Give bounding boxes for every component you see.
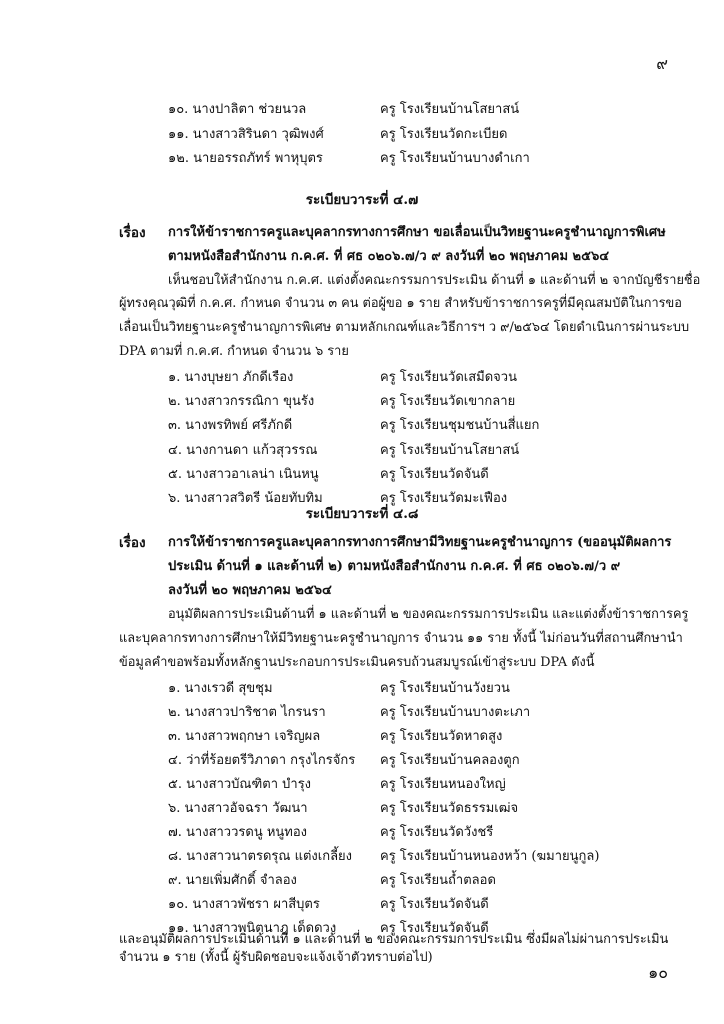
subject-label: เรื่อง [119, 225, 146, 241]
list-item-name: ๔. นางกานดา แก้วสุวรรณ [168, 443, 318, 458]
paragraph-line: DPA ตามที่ ก.ค.ศ. กำหนด จำนวน ๖ ราย [119, 344, 349, 359]
list-item-school: ครู โรงเรียนหนองใหญ่ [380, 777, 506, 792]
list-item-name: ๖. นางสาวสวิตรี น้อยทับทิม [168, 491, 323, 506]
list-item-name: ๔. ว่าที่ร้อยตรีวิภาดา กรุงไกรจักร [168, 753, 356, 768]
paragraph-line: อนุมัติผลการประเมินด้านที่ ๑ และด้านที่ ๒ ของคณะกรรมการประเมิน และแต่งตั้งข้าราชการครู [168, 607, 689, 622]
subject-line: การให้ข้าราชการครูและบุคลากรทางการศึกษามีวิทยฐานะครูชำนาญการ (ขออนุมัติผลการ [168, 535, 672, 550]
subject-line: การให้ข้าราชการครูและบุคลากรทางการศึกษา ขอเลื่อนเป็นวิทยฐานะครูชำนาญการพิเศษ [168, 225, 666, 240]
list-item-school: ครู โรงเรียนวัดจันดี [380, 897, 489, 912]
list-item-name: ๖. นางสาวอัจฉรา วัฒนา [168, 801, 308, 816]
page-number-bottom: ๑๐ [648, 963, 668, 982]
list-item-name: ๑๐. นางสาวพัชรา ผาสีบุตร [168, 897, 320, 912]
paragraph-line: ข้อมูลคำขอพร้อมทั้งหลักฐานประกอบการประเมินครบถ้วนสมบูรณ์เข้าสู่ระบบ DPA ดังนี้ [119, 655, 595, 670]
list-item-name: ๗. นางสาววรดนู หนูทอง [168, 825, 308, 840]
list-item-name: ๙. นายเพิ่มศักดิ์ จำลอง [168, 873, 297, 888]
list-item-school: ครู โรงเรียนบ้านหนองหว้า (ฆมายนูกูล) [380, 849, 600, 864]
list-item-name: ๑๐. นางปาลิตา ช่วยนวล [168, 102, 307, 117]
list-item-school: ครู โรงเรียนวัดหาดสูง [380, 729, 503, 744]
list-item-name: ๕. นางสาวบัณฑิตา บำรุง [168, 777, 312, 792]
list-item-school: ครู โรงเรียนวัดมะเฟือง [380, 491, 508, 506]
paragraph-line: ผู้ทรงคุณวุฒิที่ ก.ค.ศ. กำหนด จำนวน ๓ คน ต่อผู้ขอ ๑ ราย สำหรับข้าราชการครูที่มีคุณสมบัติในการขอ [119, 296, 682, 311]
list-item-school: ครู โรงเรียนวัดเสมืดจวน [380, 370, 517, 385]
list-item-name: ๑๑. นางสาวสิรินดา วุฒิพงศ์ [168, 127, 324, 142]
list-item-name: ๒. นางสาวปาริชาต ไกรนรา [168, 705, 326, 720]
list-item-name: ๑๒. นายอรรถภัทร์ พาหุบุตร [168, 151, 323, 166]
closing-line: และอนุมัติผลการประเมินด้านที่ ๑ และด้านที่ ๒ ของคณะกรรมการประเมิน ซึ่งมีผลไม่ผ่านการประเมิน [119, 932, 669, 947]
agenda-heading-4-8: ระเบียบวาระที่ ๔.๘ [305, 506, 419, 522]
list-item-name: ๑๑. นางสาวพนิตนาฎ เด็ดดวง [168, 921, 337, 936]
list-item-name: ๘. นางสาวนาตรดรุณ แต่งเกลี้ยง [168, 849, 353, 864]
list-item-school: ครู โรงเรียนบ้านคลองตูก [380, 753, 520, 768]
agenda-heading-4-7: ระเบียบวาระที่ ๔.๗ [305, 192, 419, 208]
subject-line: ลงวันที่ ๒๐ พฤษภาคม ๒๕๖๔ [168, 583, 332, 598]
paragraph-line: เห็นชอบให้สำนักงาน ก.ค.ศ. แต่งตั้งคณะกรรมการประเมิน ด้านที่ ๑ และด้านที่ ๒ จากบัญชีรายชื่อ [168, 273, 701, 288]
paragraph-line: เลื่อนเป็นวิทยฐานะครูชำนาญการพิเศษ ตามหลักเกณฑ์และวิธีการฯ ว ๙/๒๕๖๔ โดยดำเนินการผ่านระบบ [119, 320, 690, 335]
list-item-name: ๓. นางพรทิพย์ ศรีภักดี [168, 418, 293, 433]
list-item-school: ครู โรงเรียนชุมชนบ้านสี่แยก [380, 418, 540, 433]
paragraph-line: และบุคลากรทางการศึกษาให้มีวิทยฐานะครูชำนาญการ จำนวน ๑๑ ราย ทั้งนี้ ไม่ก่อนวันที่สถานศึกษานำ [119, 631, 683, 646]
list-item-school: ครู โรงเรียนวัดวังชรี [380, 825, 494, 840]
list-item-school: ครู โรงเรียนบ้านบางตะเภา [380, 705, 531, 720]
closing-line: จำนวน ๑ ราย (ทั้งนี้ ผู้รับผิดชอบจะแจ้งเจ้าตัวทราบต่อไป) [119, 950, 433, 965]
list-item-name: ๓. นางสาวพฤกษา เจริญผล [168, 729, 321, 744]
list-item-school: ครู โรงเรียนถ้ำตลอด [380, 873, 496, 888]
subject-label: เรื่อง [119, 535, 146, 551]
list-item-name: ๑. นางบุษยา ภักดีเรือง [168, 370, 294, 385]
list-item-name: ๕. นางสาวอาเลน่า เนินหนู [168, 467, 319, 482]
subject-line: ประเมิน ด้านที่ ๑ และด้านที่ ๒) ตามหนังสือสำนักงาน ก.ค.ศ. ที่ ศธ ๐๒๐๖.๗/ว ๙ [168, 559, 621, 574]
list-item-school: ครู โรงเรียนบ้านวังยวน [380, 681, 510, 696]
list-item-school: ครู โรงเรียนบ้านโสยาสน์ [380, 102, 520, 117]
list-item-school: ครู โรงเรียนวัดจันดี [380, 921, 489, 936]
list-item-school: ครู โรงเรียนวัดธรรมเฒ่จ [380, 801, 519, 816]
list-item-name: ๒. นางสาวกรรณิกา ขุนรัง [168, 394, 315, 409]
list-item-name: ๑. นางเรวดี สุขชุม [168, 681, 273, 696]
list-item-school: ครู โรงเรียนวัดกะเบียด [380, 127, 508, 142]
subject-line: ตามหนังสือสำนักงาน ก.ค.ศ. ที่ ศธ ๐๒๐๖.๗/ว ๙ ลงวันที่ ๒๐ พฤษภาคม ๒๕๖๔ [168, 249, 610, 264]
list-item-school: ครู โรงเรียนบ้านโสยาสน์ [380, 443, 520, 458]
page-number-top: ๙ [656, 54, 668, 73]
list-item-school: ครู โรงเรียนบ้านบางดำเกา [380, 151, 530, 166]
list-item-school: ครู โรงเรียนวัดจันดี [380, 467, 489, 482]
list-item-school: ครู โรงเรียนวัดเขากลาย [380, 394, 516, 409]
